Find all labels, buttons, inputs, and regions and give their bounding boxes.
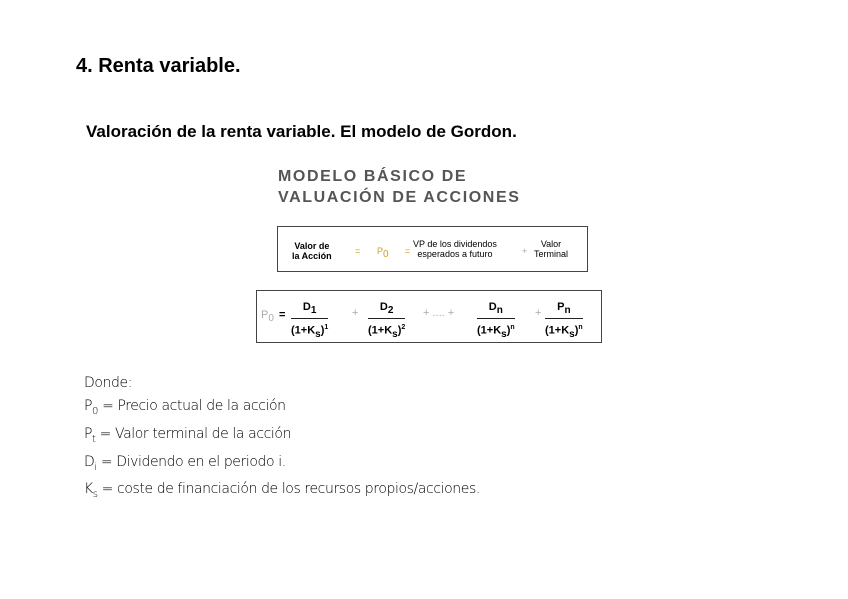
definition-item xyxy=(84,423,480,451)
definition-item xyxy=(84,478,480,506)
term-1-denominator: (1+K xyxy=(291,324,316,337)
term-n-numerator: D xyxy=(488,301,497,313)
pv-dividends-line-1: VP de los dividendos xyxy=(413,239,497,249)
term-2-denominator: (1+K xyxy=(368,324,393,337)
definition-subscript: t xyxy=(92,433,96,445)
p0-letter: P xyxy=(377,246,384,256)
definition-symbol: P xyxy=(84,425,93,442)
term-1-numerator-subscript: 1 xyxy=(310,305,317,317)
formula-term-2 xyxy=(368,301,405,341)
terminal-numerator-subscript: n xyxy=(564,305,571,317)
definition-symbol: P xyxy=(84,398,93,414)
definition-text: = Dividendo en el periodo i. xyxy=(96,453,286,470)
terminal-denominator-subscript: s xyxy=(569,329,575,341)
share-value-label xyxy=(292,241,332,261)
formula-terminal-term xyxy=(545,301,583,341)
term-n-exponent: n xyxy=(510,324,515,332)
formula-plus-2: + xyxy=(535,307,542,319)
definition-symbol: K xyxy=(84,481,93,498)
definitions-intro: Donde: xyxy=(84,375,133,391)
term-1-denominator-close: ) xyxy=(320,324,325,337)
terminal-denominator: (1+K xyxy=(545,324,570,337)
figure-title-line-2: VALUACIÓN DE ACCIONES xyxy=(278,189,521,206)
definition-symbol: D xyxy=(84,453,95,470)
terminal-value-line-1: Valor xyxy=(540,239,562,249)
figure-title xyxy=(278,166,521,208)
term-2-numerator: D xyxy=(379,301,388,313)
section-heading: 4. Renta variable. xyxy=(76,55,241,77)
equals-sign-2: = xyxy=(405,246,411,256)
pv-dividends-line-2: esperados a futuro xyxy=(417,249,493,259)
share-value-line-1: Valor de xyxy=(294,241,330,251)
formula-p0-letter: P xyxy=(261,309,269,321)
formula-p0 xyxy=(261,309,274,324)
definition-text: = Precio actual de la acción xyxy=(98,398,286,414)
gordon-formula-box xyxy=(256,290,602,343)
term-n-denominator: (1+K xyxy=(477,324,502,337)
terminal-value-label xyxy=(534,239,568,259)
term-1-denominator-subscript: s xyxy=(315,329,321,341)
terminal-value-line-2: Terminal xyxy=(534,249,569,259)
term-2-denominator-subscript: s xyxy=(392,329,398,341)
formula-p0-subscript: 0 xyxy=(268,313,274,325)
formula-plus-1: + xyxy=(352,307,359,319)
term-2-exponent: 2 xyxy=(401,324,406,332)
term-1-exponent: 1 xyxy=(324,324,329,332)
definition-text: = coste de financiación de los recursos propios/acciones. xyxy=(97,481,480,498)
term-n-denominator-close: ) xyxy=(506,324,511,337)
formula-equals: = xyxy=(279,309,286,321)
terminal-numerator: P xyxy=(557,301,565,313)
definition-item xyxy=(84,395,480,423)
terminal-denominator-close: ) xyxy=(574,324,579,337)
valuation-concept-box xyxy=(277,226,588,272)
subsection-heading: Valoración de la renta variable. El modelo de Gordon. xyxy=(86,122,517,141)
p0-subscript: 0 xyxy=(383,248,389,260)
definition-subscript: s xyxy=(92,489,98,501)
term-1-numerator: D xyxy=(302,301,311,313)
plus-sign: + xyxy=(522,246,528,256)
term-n-numerator-subscript: n xyxy=(496,305,503,317)
definition-subscript: i xyxy=(94,461,97,473)
definitions-list xyxy=(84,372,480,506)
definition-subscript: 0 xyxy=(92,405,99,417)
figure-title-line-1: MODELO BÁSICO DE xyxy=(278,168,468,185)
term-n-denominator-subscript: s xyxy=(501,329,507,341)
formula-ellipsis: + .... + xyxy=(423,307,455,319)
formula-term-n xyxy=(477,301,515,341)
pv-dividends-label xyxy=(413,239,497,259)
share-value-line-2: la Acción xyxy=(292,251,332,261)
definition-text: = Valor terminal de la acción xyxy=(95,425,292,442)
terminal-exponent: n xyxy=(578,324,583,332)
formula-term-1 xyxy=(291,301,328,341)
p0-symbol xyxy=(377,246,389,260)
equals-sign-1: = xyxy=(355,246,361,256)
term-2-numerator-subscript: 2 xyxy=(387,305,394,317)
term-2-denominator-close: ) xyxy=(397,324,402,337)
definition-item xyxy=(84,451,480,479)
